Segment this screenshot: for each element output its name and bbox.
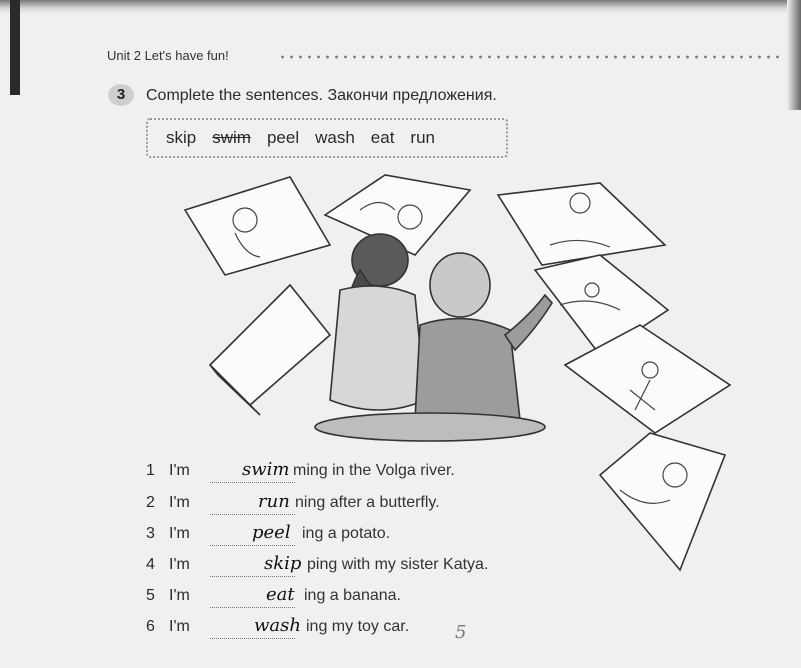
sentence-number: 4	[146, 556, 155, 573]
sentence-number: 3	[146, 525, 155, 542]
girl-body	[330, 286, 425, 410]
sentence-prefix: I'm	[169, 618, 190, 635]
photo-boy-mushrooms	[185, 177, 330, 275]
sentence-number: 1	[146, 462, 155, 479]
sentence-number: 2	[146, 494, 155, 511]
sentence-number: 6	[146, 618, 155, 635]
word-bank	[146, 118, 508, 158]
sentence-rest: ing a banana.	[304, 587, 401, 604]
handwritten-answer: wash	[254, 615, 301, 636]
word-bank-item: run	[410, 128, 435, 147]
sentence-rest: ming in the Volga river.	[293, 462, 455, 479]
handwritten-answer: skip	[264, 553, 302, 574]
exercise-instruction: Complete the sentences. Закончи предложения.	[146, 87, 497, 104]
boy-arm	[505, 295, 552, 350]
handwritten-answer: eat	[266, 584, 295, 605]
boy-head	[430, 253, 490, 317]
sentence-number: 5	[146, 587, 155, 604]
page-top-shadow	[0, 0, 801, 14]
word-bank-item: peel	[266, 128, 300, 147]
sentence-prefix: I'm	[169, 462, 190, 479]
running-head: Unit 2 Let's have fun!	[107, 48, 229, 63]
sentence-rest: ning after a butterfly.	[295, 494, 440, 511]
photo-eating	[600, 433, 725, 570]
word-bank-item: wash	[315, 128, 355, 147]
pencil-grade-mark: 5	[455, 622, 467, 643]
photo-album	[210, 285, 330, 405]
handwritten-answer: run	[258, 491, 290, 512]
sentence-prefix: I'm	[169, 525, 190, 542]
photo-peeling	[498, 183, 665, 265]
handwritten-answer: swim	[242, 459, 290, 480]
sentence-prefix: I'm	[169, 587, 190, 604]
sentence-rest: ing my toy car.	[306, 618, 410, 635]
ground-shadow	[315, 413, 545, 441]
handwritten-answer: peel	[252, 522, 291, 543]
exercise-number: 3	[108, 84, 134, 106]
word-bank-item: eat	[370, 128, 395, 147]
word-bank-item: skip	[166, 128, 197, 147]
sentence-prefix: I'm	[169, 494, 190, 511]
page-right-edge	[787, 0, 801, 110]
word-bank-item-struck: swim	[212, 128, 251, 147]
running-head-dots	[278, 55, 783, 59]
page-binding	[10, 0, 20, 95]
sentence-prefix: I'm	[169, 556, 190, 573]
sentence-rest: ping with my sister Katya.	[307, 556, 489, 573]
sentence-rest: ing a potato.	[302, 525, 391, 542]
